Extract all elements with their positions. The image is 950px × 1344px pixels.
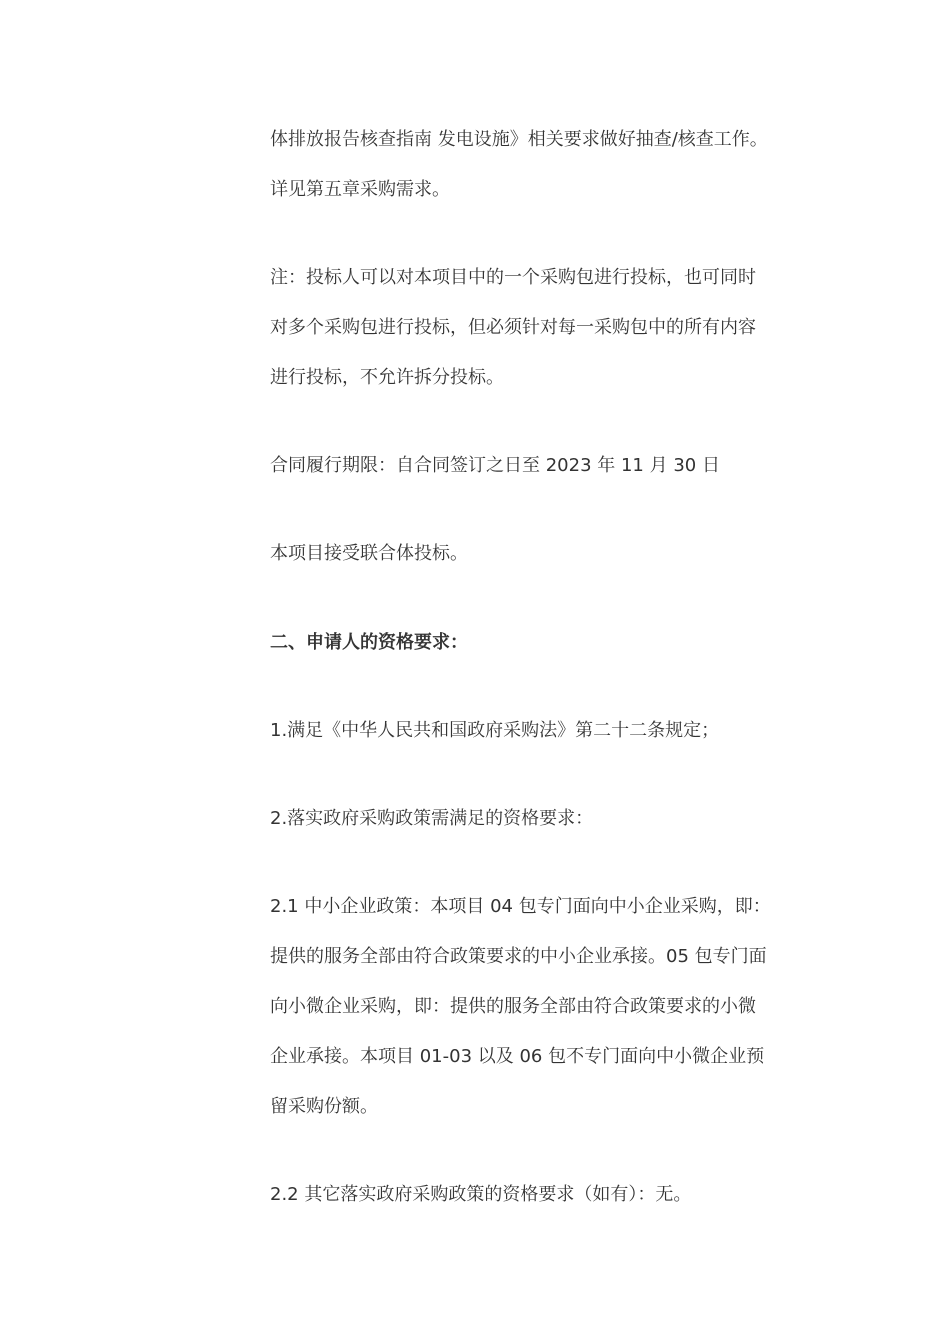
note-line-1: 注：投标人可以对本项目中的一个采购包进行投标，也可同时	[270, 267, 756, 288]
requirement-2-1-line-5: 留采购份额。	[270, 1096, 378, 1117]
consortium-statement: 本项目接受联合体投标。	[270, 543, 468, 564]
requirement-2-1-line-2: 提供的服务全部由符合政策要求的中小企业承接。05 包专门面	[270, 946, 767, 967]
requirement-2-1-line-4: 企业承接。本项目 01-03 以及 06 包不专门面向中小微企业预	[270, 1046, 765, 1067]
contract-period: 合同履行期限：自合同签订之日至 2023 年 11 月 30 日	[270, 455, 720, 476]
note-line-3: 进行投标，不允许拆分投标。	[270, 367, 504, 388]
intro-line-2: 详见第五章采购需求。	[270, 179, 450, 200]
requirement-1: 1.满足《中华人民共和国政府采购法》第二十二条规定；	[270, 720, 720, 741]
requirement-2-1-line-3: 向小微企业采购，即：提供的服务全部由符合政策要求的小微	[270, 996, 756, 1017]
requirement-2-1-line-1: 2.1 中小企业政策：本项目 04 包专门面向中小企业采购，即：	[270, 896, 771, 917]
requirement-2-2: 2.2 其它落实政府采购政策的资格要求（如有）：无。	[270, 1184, 692, 1205]
intro-line-1: 体排放报告核查指南 发电设施》相关要求做好抽查/核查工作。	[270, 129, 768, 150]
section-heading: 二、申请人的资格要求：	[270, 632, 468, 653]
note-line-2: 对多个采购包进行投标，但必须针对每一采购包中的所有内容	[270, 317, 756, 338]
requirement-2: 2.落实政府采购政策需满足的资格要求：	[270, 808, 594, 829]
